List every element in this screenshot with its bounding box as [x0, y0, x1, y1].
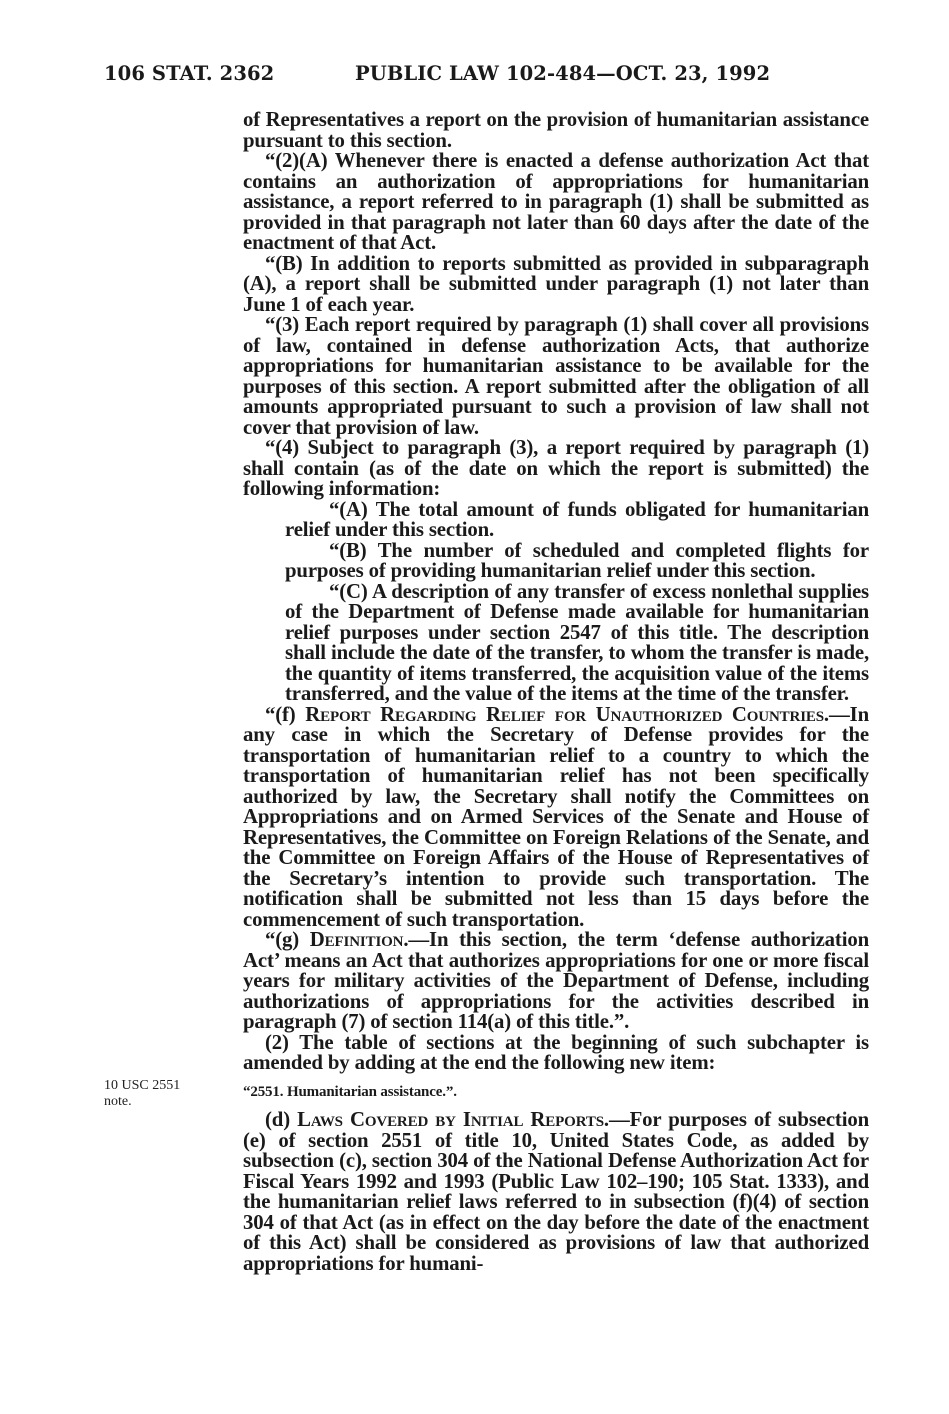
subsection-f-text: —In any case in which the Secretary of Defense provides for the transportation of humanitarian relief to a country to which the transportation of humanitarian relief has not been specifically authorized by law, the Secretary shall notify the Committees on Appropriations and on Armed Services of the Senate and House of Representatives, the Committee on Foreign Relations of the Senate, and the Committee on Foreign Affairs of the House of Representatives of the Secretary’s intention to provide such transportation. The notification shall be submitted not less than 15 days before the commencement of such transportation. — [243, 702, 869, 931]
statute-page-number: 106 STAT. 2362 — [104, 62, 275, 85]
paragraph-continuation: of Representatives a report on the provision of humanitarian assistance pursuant to this section. — [243, 108, 869, 152]
body-text — [243, 110, 869, 1274]
running-header — [104, 62, 869, 92]
subsection-g-lead: “(g) — [265, 928, 310, 951]
subsection-f-lead: “(f) — [265, 702, 306, 726]
public-law-title: PUBLIC LAW 102-484—OCT. 23, 1992 — [355, 62, 771, 85]
margin-note — [104, 1078, 214, 1110]
subsection-d-lead: (d) — [265, 1108, 298, 1131]
subparagraph-a: “(A) The total amount of funds obligated for humanitarian relief under this section. — [285, 497, 869, 541]
paragraph-table-amendment: (2) The table of sections at the beginning of such subchapter is amended by adding at the end the following new item: — [243, 1030, 869, 1074]
subparagraph-b: “(B) The number of scheduled and completed flights for purposes of providing humanitarian relief under this section. — [285, 538, 869, 582]
paragraph-3: “(3) Each report required by paragraph (1) shall cover all provisions of law, contained in defense authorization Acts, that authorize appropriations for humanitarian assistance to be available for the purposes of this section. A report submitted after the obligation of all amounts appropriated pursuant to such a provision of law shall not cover that provision of law. — [243, 313, 869, 439]
new-table-item: “2551. Humanitarian assistance.”. — [243, 1083, 457, 1100]
subsection-g-heading: Definition. — [309, 928, 409, 951]
subsection-d-text: —For purposes of subsection (e) of section 2551 of title 10, United States Code, as added by subsection (c), section 304 of the National Defense Authorization Act for Fiscal Years 1992 and 1993 (Public Law 102–190; 105 Stat. 1333), and the humanitarian relief laws referred to in subsection (f)(4) of section 304 of that Act (as in effect on the day before the date of the enactment of this Act) shall be considered as provisions of law that authorized appropriations for humani- — [243, 1108, 869, 1275]
subsection-d — [243, 1110, 869, 1274]
paragraph-2b: “(B) In addition to reports submitted as provided in subparagraph (A), a report shall be submitted under paragraph (1) not later than June 1 of each year. — [243, 251, 869, 316]
subsection-d-heading: Laws Covered by Initial Reports. — [297, 1108, 609, 1131]
subsection-g-text: —In this section, the term ‘defense authorization Act’ means an Act that authorizes appropriations for one or more fiscal years for military activities of the Department of Defense, including authorizations of appropriations for the activities described in paragraph (7) of section 114(a) of this title.”. — [243, 928, 869, 1033]
paragraph-4: “(4) Subject to paragraph (3), a report required by paragraph (1) shall contain (as of the date on which the report is submitted) the following information: — [243, 436, 869, 500]
margin-note-citation: 10 USC 2551 — [104, 1078, 181, 1093]
subsection-f — [243, 702, 869, 931]
subsection-g — [243, 930, 869, 1033]
subsection-f-heading: Report Regarding Relief for Unauthorized Countries. — [305, 702, 829, 726]
subparagraph-c: “(C) A description of any transfer of excess nonlethal supplies of the Department of Defense made available for humanitarian relief purposes under section 2547 of this title. The description shall include the date of the transfer, to whom the transfer is made, the quantity of items transferred, the acquisition value of the items transferred, and the value of the items at the time of the transfer. — [285, 579, 869, 705]
margin-note-label: note. — [104, 1094, 132, 1109]
paragraph-2a: “(2)(A) Whenever there is enacted a defense authorization Act that contains an authorization of appropriations for humanitarian assistance, a report referred to in paragraph (1) shall be submitted as provided in that paragraph not later than 60 days after the date of the enactment of that Act. — [243, 149, 869, 254]
